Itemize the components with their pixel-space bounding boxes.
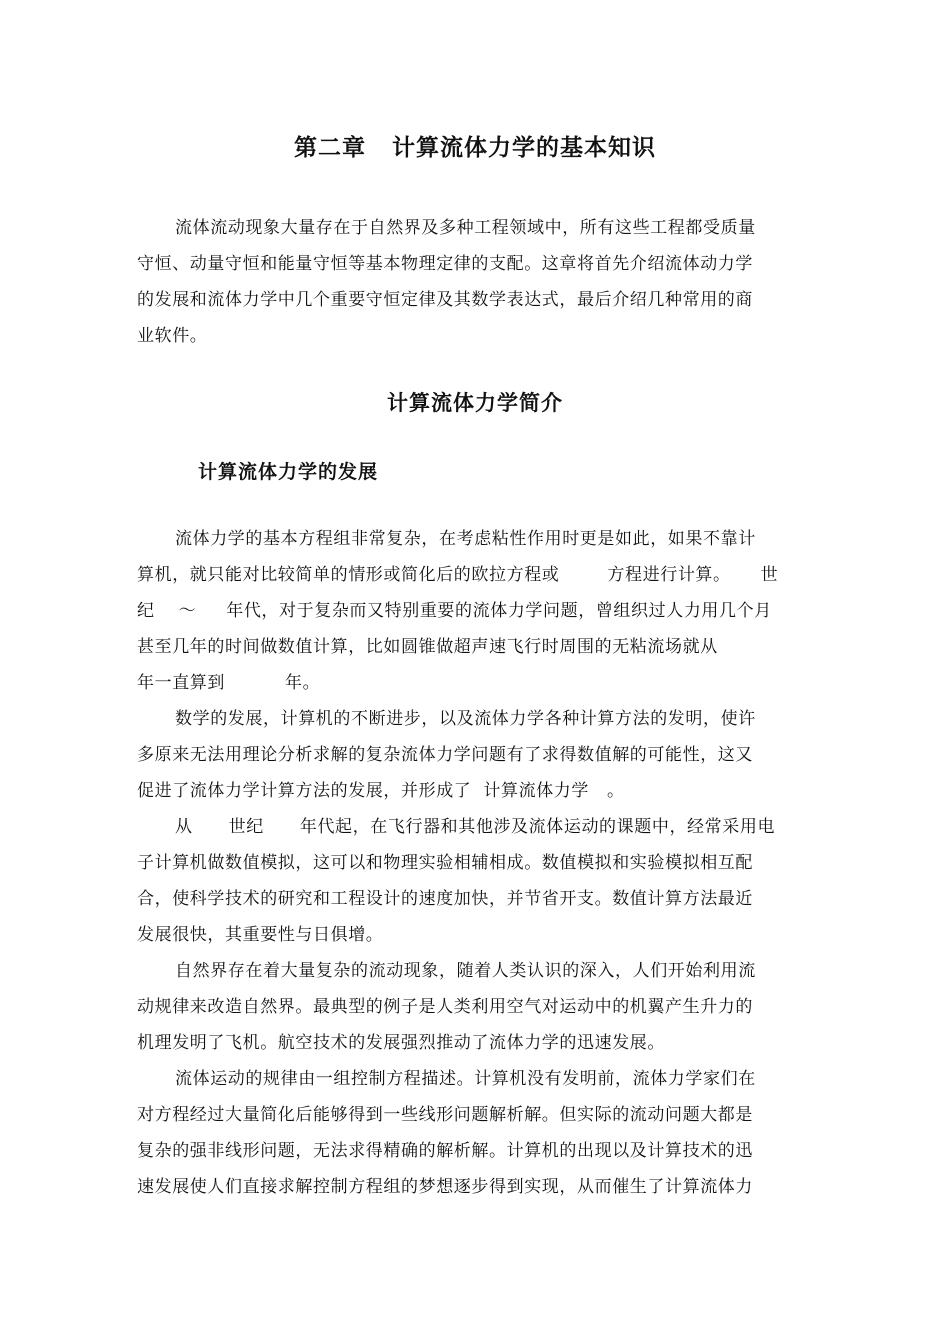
body-line: 年一直算到 年。	[137, 673, 321, 693]
body-line: 多原来无法用理论分析求解的复杂流体力学问题有了求得数值解的可能性，这又	[137, 745, 753, 765]
body-line: 自然界存在着大量复杂的流动现象，随着人类认识的深入，人们开始利用流	[175, 961, 756, 981]
body-line: 促进了流体力学计算方法的发展，并形成了 计算流体力学 。	[137, 781, 625, 801]
body-text	[137, 521, 817, 1205]
subsection-title: 计算流体力学的发展	[198, 461, 379, 483]
body-line: 子计算机做数值模拟，这可以和物理实验相辅相成。数值模拟和实验模拟相互配	[137, 853, 753, 873]
body-line: 从 世纪 年代起，在飞行器和其他涉及流体运动的课题中，经常采用电	[175, 817, 776, 837]
body-line: 流体运动的规律由一组控制方程描述。计算机没有发明前，流体力学家们在	[175, 1069, 756, 1089]
body-line: 算机，就只能对比较简单的情形或简化后的欧拉方程或 方程进行计算。 世	[137, 565, 779, 585]
body-line: 对方程经过大量简化后能够得到一些线形问题解析解。但实际的流动问题大都是	[137, 1105, 753, 1125]
body-line: 甚至几年的时间做数值计算，比如圆锥做超声速飞行时周围的无粘流场就从	[137, 637, 718, 657]
intro-line: 流体流动现象大量存在于自然界及多种工程领域中，所有这些工程都受质量	[175, 218, 756, 238]
body-line: 纪 ～ 年代，对于复杂而又特别重要的流体力学问题，曾组织过人力用几个月	[137, 601, 772, 621]
intro-line: 的发展和流体力学中几个重要守恒定律及其数学表达式，最后介绍几种常用的商	[137, 290, 753, 310]
body-line: 数学的发展，计算机的不断进步，以及流体力学各种计算方法的发明，使许	[175, 709, 756, 729]
body-line: 速发展使人们直接求解控制方程组的梦想逐步得到实现，从而催生了计算流体力	[137, 1177, 753, 1197]
section-title: 计算流体力学简介	[387, 391, 563, 415]
intro-line: 守恒、动量守恒和能量守恒等基本物理定律的支配。这章将首先介绍流体动力学	[137, 254, 753, 274]
body-line: 动规律来改造自然界。最典型的例子是人类利用空气对运动中的机翼产生升力的	[137, 997, 753, 1017]
body-line: 流体力学的基本方程组非常复杂，在考虑粘性作用时更是如此，如果不靠计	[175, 529, 756, 549]
body-line: 机理发明了飞机。航空技术的发展强烈推动了流体力学的迅速发展。	[137, 1033, 665, 1053]
body-line: 合，使科学技术的研究和工程设计的速度加快，并节省开支。数值计算方法最近	[137, 889, 753, 909]
chapter-title	[0, 132, 950, 164]
chapter-name: 计算流体力学的基本知识	[392, 135, 656, 161]
body-line: 复杂的强非线形问题，无法求得精确的解析解。计算机的出现以及计算技术的迅	[137, 1141, 753, 1161]
intro-paragraph	[137, 210, 817, 354]
body-line: 发展很快，其重要性与日俱增。	[137, 925, 384, 945]
chapter-number: 第二章	[294, 135, 366, 161]
intro-line: 业软件。	[137, 326, 208, 346]
